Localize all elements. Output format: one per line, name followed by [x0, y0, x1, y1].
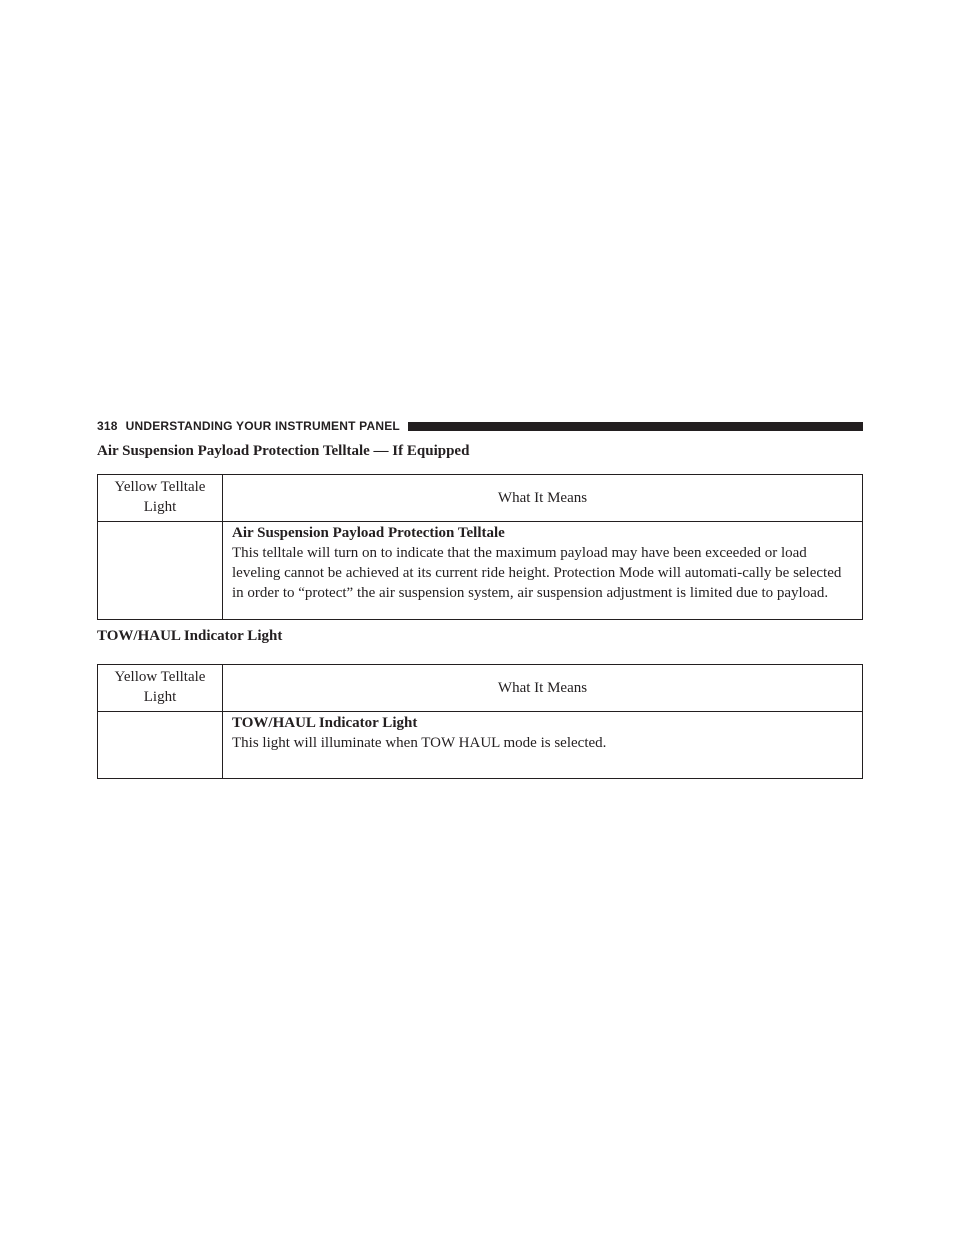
- section-title-air-suspension: Air Suspension Payload Protection Telltale — If Equipped: [97, 443, 470, 459]
- table-row: [98, 522, 863, 620]
- meaning-cell: [223, 522, 863, 620]
- table-header-row: [98, 475, 863, 522]
- row-title: Air Suspension Payload Protection Telltale: [232, 525, 505, 541]
- meaning-cell: [223, 712, 863, 779]
- header-rule: [408, 422, 863, 431]
- section-title-tow-haul: TOW/HAUL Indicator Light: [97, 628, 283, 644]
- column-header-light: Yellow Telltale Light: [98, 475, 223, 522]
- air-suspension-telltale-table: [97, 474, 863, 620]
- column-header-meaning: What It Means: [223, 475, 863, 522]
- page-number: 318: [97, 419, 118, 433]
- telltale-icon-cell: [98, 522, 223, 620]
- row-body: This telltale will turn on to indicate that the maximum payload may have been exceeded or load leveling cannot be achieved at its current ride height. Protection Mode will automati-cally be selected in order to “protect” the air suspension system, air suspension adjustment is limited due to payload.: [232, 545, 842, 601]
- table-row: [98, 712, 863, 779]
- table-header-row: [98, 665, 863, 712]
- running-head: UNDERSTANDING YOUR INSTRUMENT PANEL: [125, 419, 400, 433]
- column-header-meaning: What It Means: [223, 665, 863, 712]
- column-header-light: Yellow Telltale Light: [98, 665, 223, 712]
- row-title: TOW/HAUL Indicator Light: [232, 715, 418, 731]
- telltale-icon-cell: [98, 712, 223, 779]
- row-body: This light will illuminate when TOW HAUL mode is selected.: [232, 735, 607, 751]
- tow-haul-telltale-table: [97, 664, 863, 779]
- page-header: [97, 417, 863, 435]
